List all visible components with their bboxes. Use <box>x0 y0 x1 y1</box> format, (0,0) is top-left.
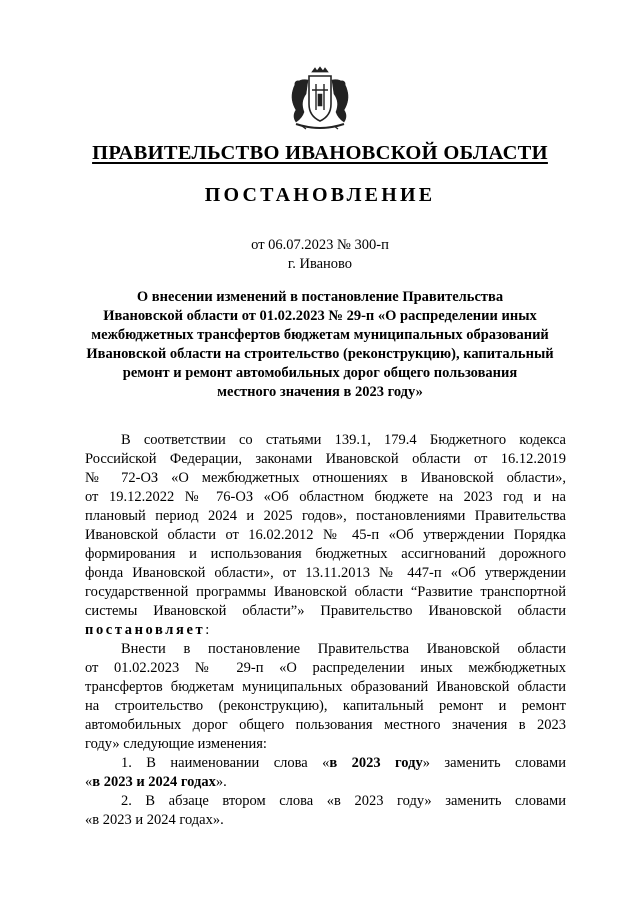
coat-of-arms-emblem <box>282 66 358 130</box>
preamble-line: государственной программы Ивановской области “Развитие транспортной <box>85 584 566 600</box>
item-1-new-words: в 2023 и 2024 годах <box>92 774 216 790</box>
preamble-line: от 19.12.2022 № 76-ОЗ «Об областном бюджете на 2023 год и на <box>85 489 566 505</box>
document-body <box>85 431 566 830</box>
item-2-line: 2. В абзаце втором слова «в 2023 году» заменить словами <box>121 793 566 809</box>
subject-line: межбюджетных трансфертов бюджетам муниципальных образований <box>91 327 549 343</box>
preamble-line: фонда Ивановской области», от 13.11.2013 № 447-п «Об утверждении <box>85 565 566 581</box>
item-1-middle: » заменить словами <box>422 755 566 771</box>
document-date-number: от 06.07.2023 № 300-п <box>251 237 389 253</box>
amend-line: от 01.02.2023 № 29-п «О распределении иных межбюджетных <box>85 660 566 676</box>
resolves-colon: : <box>205 622 210 638</box>
document-type-title: ПОСТАНОВЛЕНИЕ <box>204 184 436 206</box>
preamble-line: формирования и использования бюджетных ассигнований дорожного <box>85 546 566 562</box>
preamble-line: В соответствии со статьями 139.1, 179.4 Бюджетного кодекса <box>121 432 566 448</box>
document-city: г. Иваново <box>287 256 353 272</box>
subject-line: О внесении изменений в постановление Правительства <box>136 289 504 305</box>
subject-line: ремонт и ремонт автомобильных дорог общего пользования <box>122 365 518 381</box>
amend-line: автомобильных дорог общего пользования местного значения в 2023 <box>85 717 566 733</box>
item-1-suffix: ». <box>215 774 227 790</box>
preamble-line: системы Ивановской области”» Правительство Ивановской области <box>85 603 566 619</box>
preamble-line: Российской Федерации, законами Ивановской области от 16.12.2019 <box>85 451 566 467</box>
resolves-line <box>85 621 566 640</box>
preamble-line: плановый период 2024 и 2025 годов», постановлениями Правительства <box>85 508 566 524</box>
item-1-open-quote: « <box>85 774 93 790</box>
amend-line: году» следующие изменения: <box>85 736 267 752</box>
item-1-old-words: в 2023 году <box>329 755 423 771</box>
amend-line: трансфертов бюджетам муниципальных образований Ивановской области <box>85 679 566 695</box>
preamble-line: № 72-ОЗ «О межбюджетных отношениях в Ивановской области», <box>85 470 566 486</box>
amend-line: на строительство (реконструкцию), капитальный ремонт и ремонт <box>85 698 566 714</box>
document-subject <box>60 288 580 402</box>
item-1-line <box>85 773 566 792</box>
preamble-line: Ивановской области от 16.02.2012 № 45-п «Об утверждении Порядка <box>85 527 566 543</box>
amend-line: Внести в постановление Правительства Ивановской области <box>121 641 566 657</box>
item-1-line <box>85 754 566 773</box>
item-1-prefix: 1. В наименовании слова « <box>121 755 330 771</box>
subject-line: местного значения в 2023 году» <box>217 384 423 400</box>
item-2-line: «в 2023 и 2024 годах». <box>85 812 224 828</box>
resolves-word: постановляет <box>85 622 206 638</box>
subject-line: Ивановской области от 01.02.2023 № 29-п «О распределении иных <box>103 308 537 324</box>
subject-line: Ивановской области на строительство (реконструкцию), капитальный <box>86 346 554 362</box>
government-title: ПРАВИТЕЛЬСТВО ИВАНОВСКОЙ ОБЛАСТИ <box>92 142 548 164</box>
